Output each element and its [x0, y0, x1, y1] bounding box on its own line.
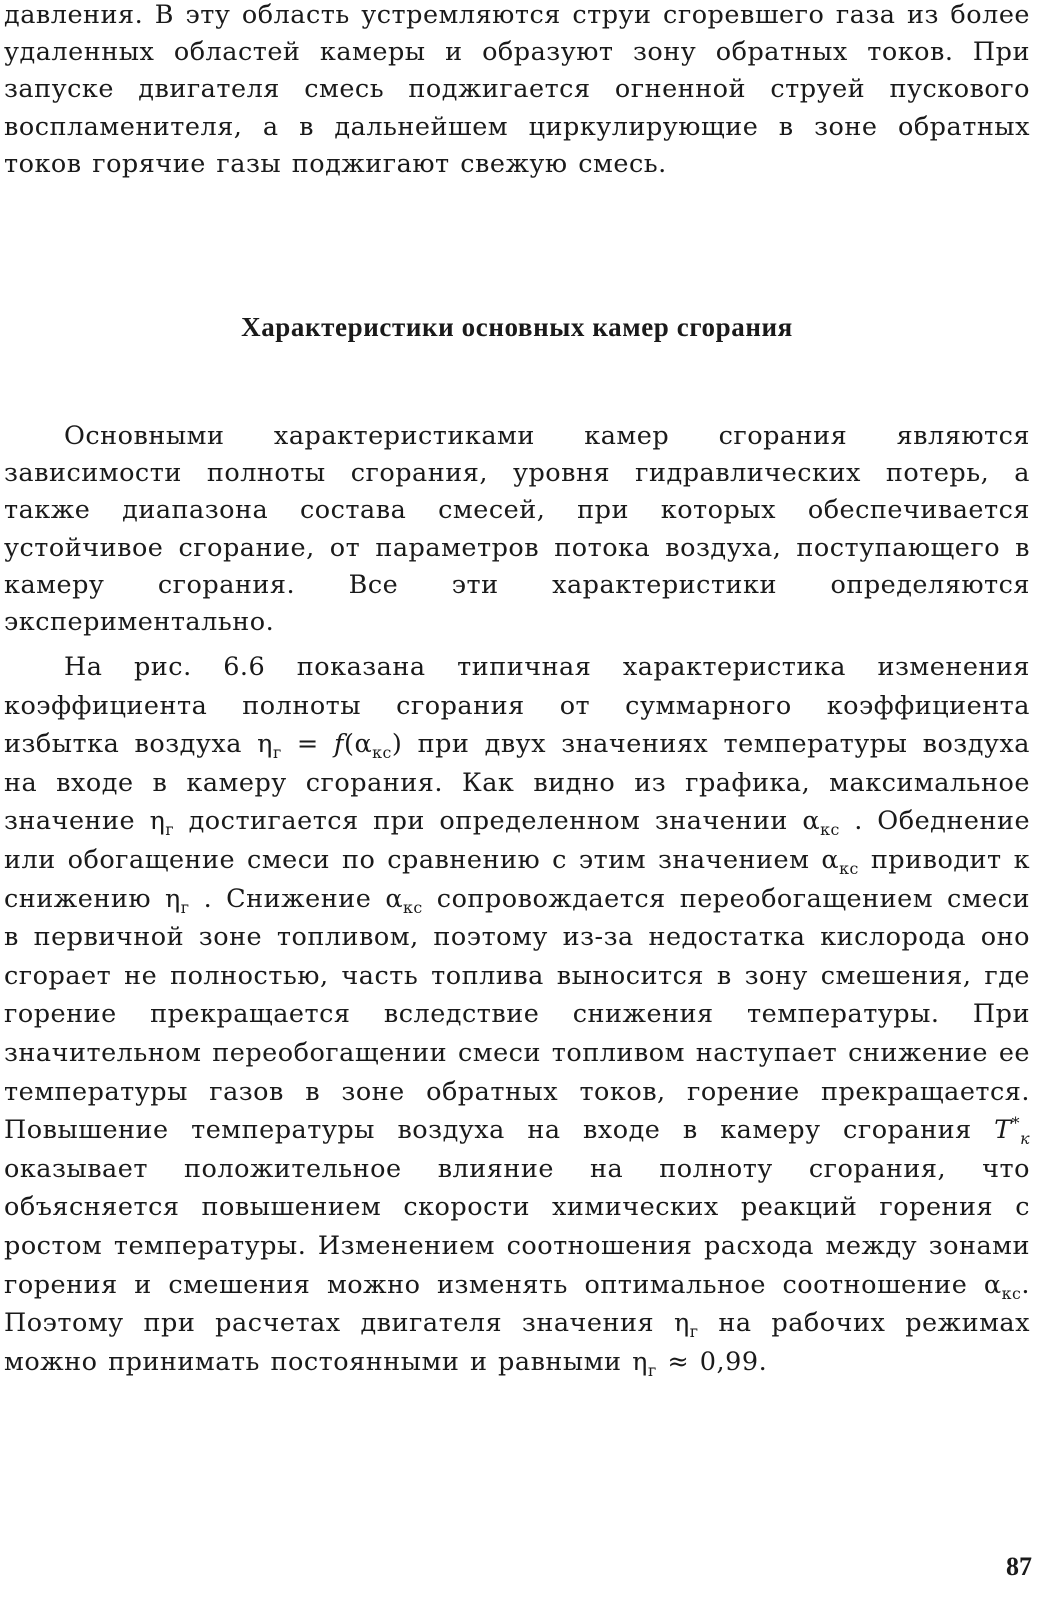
- paragraph-figure-description: [4, 648, 1030, 1381]
- alpha-symbol: $\alpha_{кс}$: [385, 883, 423, 917]
- temperature-symbol: $T^*_к$: [994, 1113, 1030, 1149]
- text-run: . Обеднение или обогащение смеси по сравнению с этим значением: [4, 806, 1031, 875]
- alpha-symbol: $\alpha_{кс}$: [354, 729, 392, 763]
- open-paren: (: [343, 729, 355, 760]
- text-run: На рис. 6.6 показана типичная характеристика изменения коэффициента полноты сгорания от суммарного коэффициента избытка воздуха: [4, 652, 1030, 760]
- text-run: на рабочих режимах можно принимать постоянными и равными: [4, 1308, 1031, 1377]
- paragraph-main-characteristics: Основными характеристиками камер сгорания являются зависимости полноты сгорания, уровня гидравлических потерь, а также диапазона состава смесей, при которых обеспечивается устойчивое сгорание, от параметров потока воздуха, поступающего в камеру сгорания. Все эти характеристики определяются экспериментально.: [4, 421, 1030, 638]
- alpha-symbol: $\alpha_{кс}$: [983, 1269, 1022, 1303]
- equals-sign: =: [281, 729, 335, 760]
- section-heading: Характеристики основных камер сгорания: [241, 312, 793, 342]
- page-number: 87: [1006, 1552, 1032, 1581]
- eta-symbol: $\eta_г$: [165, 883, 190, 917]
- eta-symbol: $\eta_г$: [673, 1308, 699, 1342]
- alpha-symbol: $\alpha_{кс}$: [821, 844, 859, 879]
- text-run: оказывает положительное влияние на полноту сгорания, что объясняется повышением скорости химических реакций горения с ростом температуры. Изменением соотношения расхода между зонами горения и смешения можно изменять оптимальное соотношение: [4, 1153, 1030, 1300]
- eta-symbol: $\eta_г$: [257, 729, 282, 763]
- text-run: . Поэтому при расчетах двигателя значения: [4, 1269, 1030, 1339]
- function-symbol: f: [334, 729, 344, 760]
- text-run: сопровождается переобогащением смеси в первичной зоне топливом, поэтому из-за недостатка кислорода оно сгорает не полностью, часть топлива выносится в зону смешения, где горение прекращается вследствие снижения температуры. При значительном переобогащении смеси топливом наступает снижение ее температуры газов в зоне обратных токов, горение прекращается. Повышение температуры воздуха на входе в камеру сгорания: [4, 883, 1031, 1146]
- text-run: приводит к снижению: [4, 844, 1031, 914]
- close-paren: ): [391, 729, 403, 760]
- paragraph-intro: давления. В эту область устремляются струи сгоревшего газа из более удаленных областей камеры и образуют зону обратных токов. При запуске двигателя смесь поджигается огненной струей пускового воспламенителя, а в дальнейшем циркулирующие в зоне обратных токов горячие газы поджигают свежую смесь.: [4, 0, 1030, 179]
- text-run: достигается при определенном значении: [188, 806, 788, 837]
- text-run: . Снижение: [203, 883, 372, 914]
- alpha-symbol: $\alpha_{кс}$: [802, 806, 840, 840]
- eta-symbol: $\eta_г$: [632, 1346, 657, 1380]
- text-run: при двух значениях температуры воздуха на входе в камеру сгорания. Как видно из графика, максимальное значение: [4, 729, 1031, 837]
- text-run: ≈ 0,99.: [667, 1346, 768, 1377]
- eta-symbol: $\eta_г$: [149, 806, 175, 840]
